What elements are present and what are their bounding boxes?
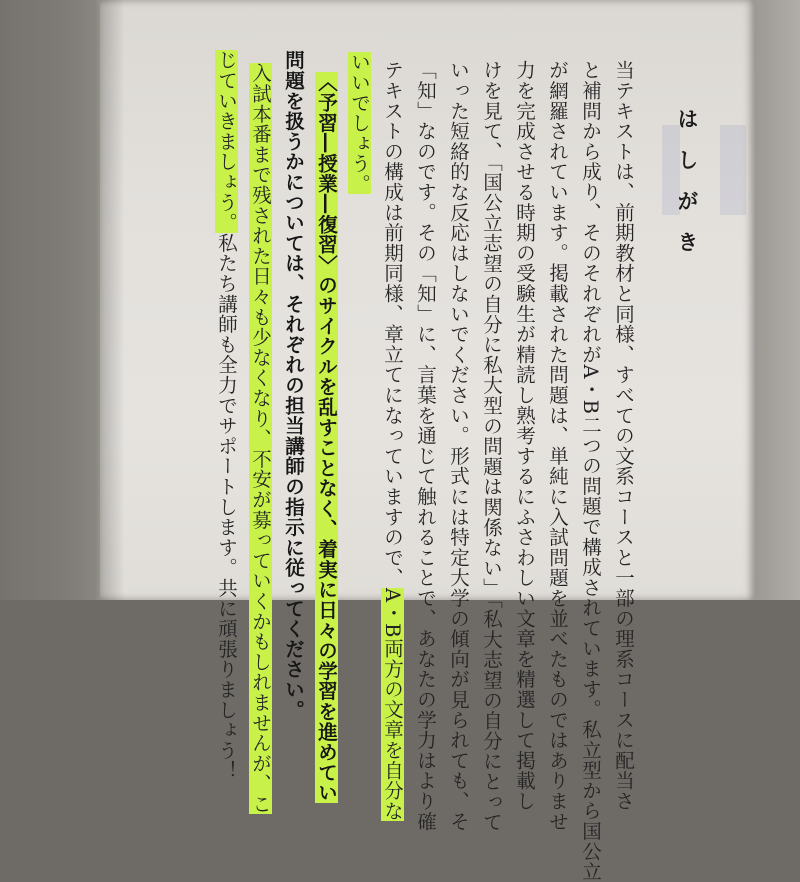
text-segment: 「知」なのです。その「知」に、言葉を通じて触れることで、あなたの学力はより確 <box>414 60 437 832</box>
page-edge <box>755 0 800 600</box>
text-line <box>577 60 603 882</box>
highlighted-text: A・B両方の文章を自分な <box>381 587 404 821</box>
text-segment: テキストの構成は前期同様、章立てになっていますので、 <box>381 60 404 588</box>
highlighted-text: じていきましょう。 <box>215 50 238 233</box>
text-segment: 力を完成させる時期の受験生が精読し熟考するにふさわしい文章を精選して掲載し <box>513 60 536 812</box>
text-line <box>247 63 273 815</box>
text-line <box>213 50 239 781</box>
text-line <box>511 60 537 812</box>
text-line <box>280 50 306 720</box>
highlighted-text: いいでしょう。 <box>348 52 371 195</box>
text-segment: 私たち講師も全力でサポートします。共に頑張りましょう！ <box>215 232 238 781</box>
text-segment: けを見て、「国公立志望の自分に私大型の問題は関係ない」「私大志望の自分にとって <box>480 60 503 833</box>
text-segment: いった短絡的な反応はしないでください。形式には特定大学の傾向が見られても、そ <box>447 60 470 832</box>
text-line <box>313 72 339 803</box>
show-through-mark <box>720 125 746 215</box>
text-line <box>544 60 570 832</box>
text-segment: 当テキストは、前期教材と同様、すべての文系コースと一部の理系コースに配当さ <box>612 60 635 812</box>
text-segment: と補問から成り、そのそれぞれがA・B二つの問題で構成されています。私立型から国公立 <box>579 60 602 882</box>
highlighted-text: 入試本番まで残された日々も少なくなり、不安が募っていくかもしれませんが、こ <box>249 63 272 815</box>
text-line <box>346 52 372 612</box>
text-segment: 問題を扱うかについては、それぞれの担当講師の指示に従ってください。 <box>282 50 305 720</box>
text-line <box>610 60 636 812</box>
text-line <box>379 60 405 821</box>
text-segment: が網羅されています。掲載された問題は、単純に入試問題を並べたものではありませ <box>546 60 569 832</box>
text-line <box>445 60 471 832</box>
page-title: はしがき <box>675 108 700 272</box>
highlighted-text: 〈予習―授業―復習〉のサイクルを乱すことなく、着実に日々の学習を進めてい <box>315 72 338 803</box>
text-line <box>478 60 504 833</box>
text-line <box>412 60 438 832</box>
